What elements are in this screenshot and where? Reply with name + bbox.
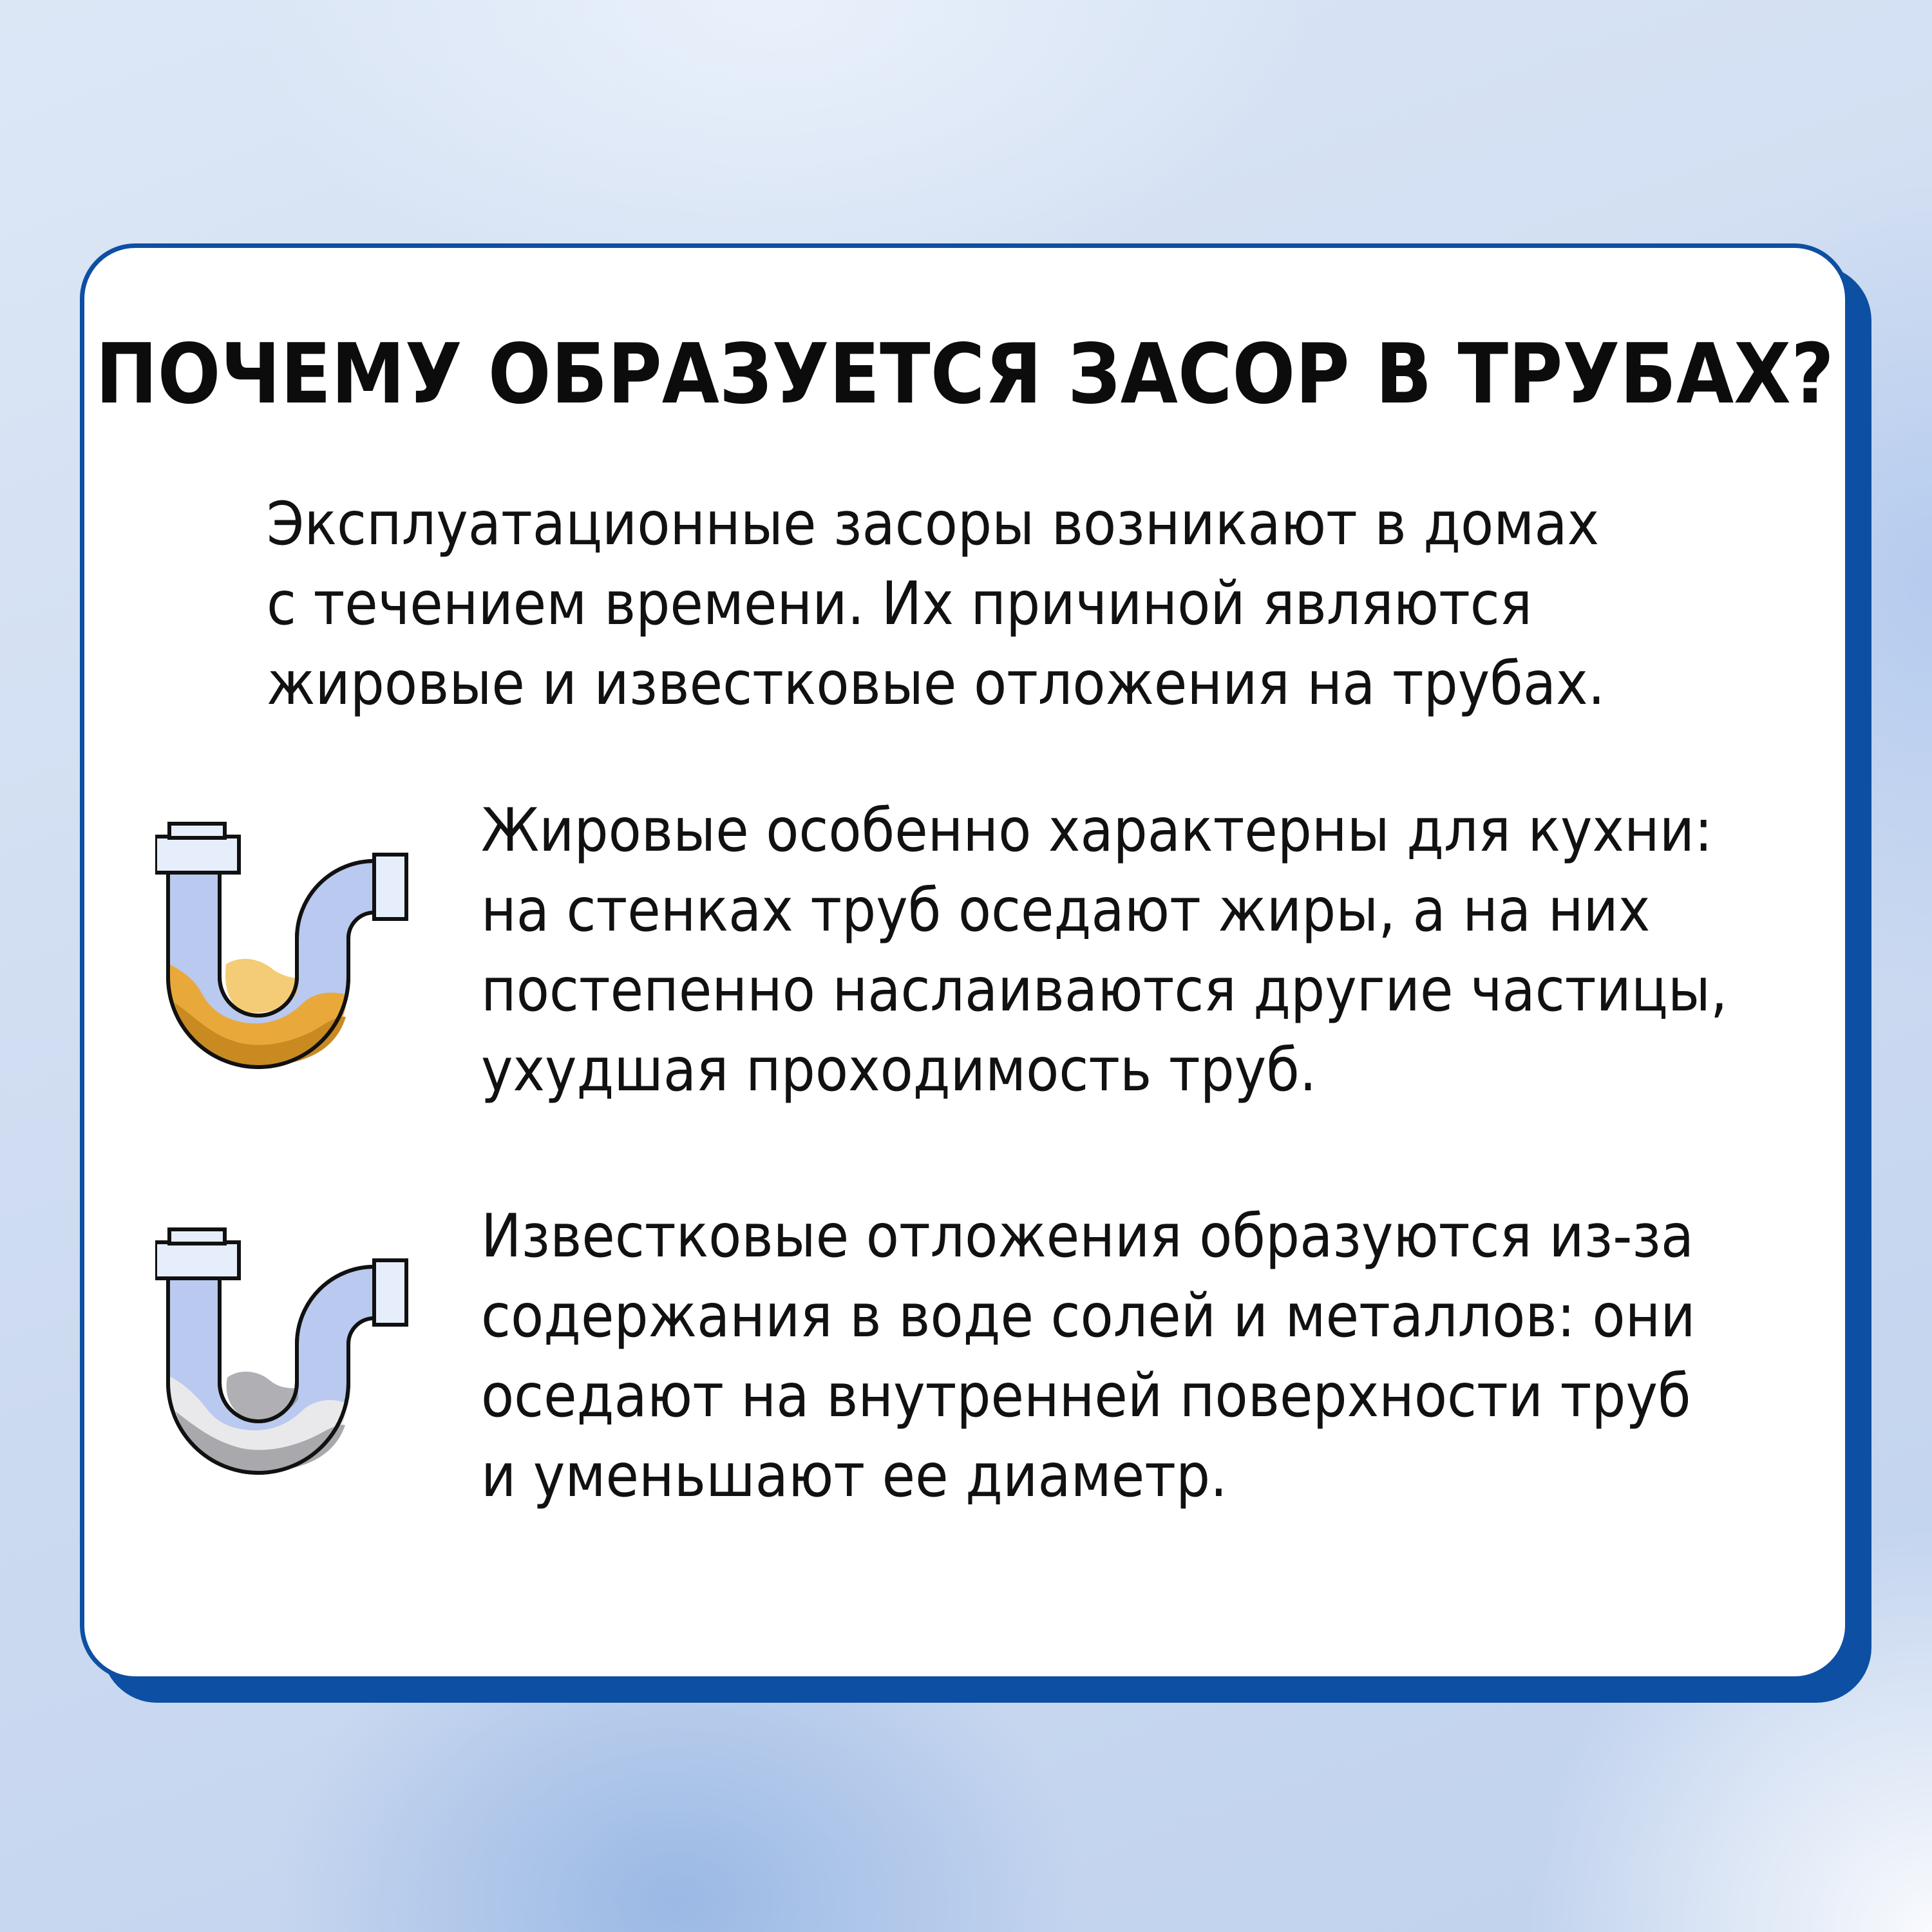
intro-line: с течением времени. Их причиной являются <box>267 569 1533 638</box>
intro-paragraph <box>267 484 1799 723</box>
paragraph-line: ухудшая проходимость труб. <box>481 1035 1317 1104</box>
intro-line: Эксплуатационные засоры возникают в домах <box>267 489 1600 558</box>
limescale-deposits-paragraph <box>481 1196 1846 1515</box>
intro-line: жировые и известковые отложения на трубах. <box>267 649 1605 718</box>
paragraph-line: содержания в воде солей и металлов: они <box>481 1281 1696 1350</box>
paragraph-line: оседают на внутренней поверхности труб <box>481 1361 1691 1430</box>
page-title: ПОЧЕМУ ОБРАЗУЕТСЯ ЗАСОР В ТРУБАХ? <box>95 327 1834 422</box>
fat-deposits-paragraph <box>481 790 1846 1110</box>
paragraph-line: и уменьшают ее диаметр. <box>481 1441 1227 1510</box>
pipe-with-limescale-deposits-icon <box>155 1215 439 1511</box>
paragraph-line: постепенно наслаиваются другие частицы, <box>481 955 1728 1025</box>
paragraph-line: на стенках труб оседают жиры, а на них <box>481 875 1651 945</box>
pipe-with-fat-deposits-icon <box>155 810 439 1106</box>
paragraph-line: Известковые отложения образуются из-за <box>481 1201 1694 1271</box>
info-card <box>80 243 1850 1681</box>
paragraph-line: Жировые особенно характерны для кухни: <box>481 795 1713 865</box>
